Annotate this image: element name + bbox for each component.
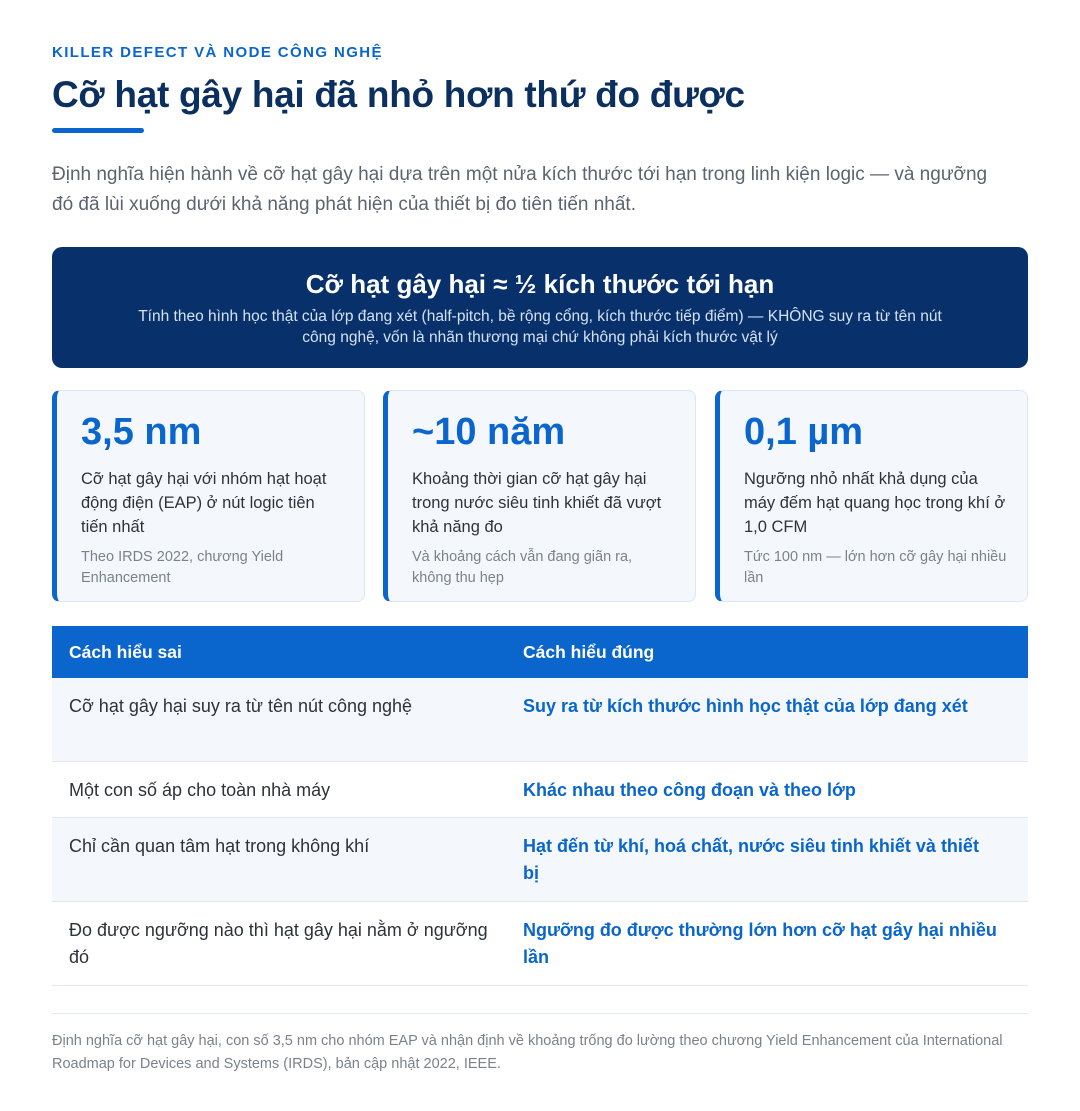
stat-note: Tức 100 nm — lớn hơn cỡ gây hại nhiều lần <box>744 549 1007 586</box>
cell-right: Khác nhau theo công đoạn và theo lớp <box>523 780 856 800</box>
misconception-table <box>52 626 1028 986</box>
cell-right: Suy ra từ kích thước hình học thật của lớp đang xét <box>523 696 968 716</box>
header-wrong: Cách hiểu sai <box>69 641 182 662</box>
stat-value: 3,5 nm <box>81 411 202 453</box>
cell-wrong: Một con số áp cho toàn nhà máy <box>69 780 331 800</box>
stat-card-measurement-gap <box>383 390 696 602</box>
table-row <box>52 902 1028 986</box>
stat-card-counter-threshold <box>715 390 1028 602</box>
table-header <box>52 626 1028 678</box>
stat-note: Và khoảng cách vẫn đang giãn ra, không thu hẹp <box>412 549 633 586</box>
stat-description: Ngưỡng nhỏ nhất khả dụng của máy đếm hạt quang học trong khí ở 1,0 CFM <box>744 470 1006 536</box>
cell-wrong: Cỡ hạt gây hại suy ra từ tên nút công nghệ <box>69 696 413 716</box>
section-kicker: KILLER DEFECT VÀ NODE CÔNG NGHỆ <box>52 44 383 61</box>
header-right: Cách hiểu đúng <box>523 641 655 662</box>
cell-right: Hạt đến từ khí, hoá chất, nước siêu tinh khiết và thiết bị <box>523 836 979 883</box>
cell-right: Ngưỡng đo được thường lớn hơn cỡ hạt gây hại nhiều lần <box>523 920 997 967</box>
stat-value: ~10 năm <box>412 411 566 453</box>
intro-paragraph: Định nghĩa hiện hành về cỡ hạt gây hại dựa trên một nửa kích thước tới hạn trong linh kiện logic — và ngưỡng đó đã lùi xuống dưới khả năng phát hiện của thiết bị đo tiên tiến nhất. <box>52 164 988 215</box>
stat-description: Khoảng thời gian cỡ hạt gây hại trong nước siêu tinh khiết đã vượt khả năng đo <box>412 470 662 536</box>
definition-banner <box>52 247 1028 368</box>
stat-card-killer-size <box>52 390 365 602</box>
stat-value: 0,1 µm <box>744 411 864 453</box>
stat-note: Theo IRDS 2022, chương Yield Enhancement <box>81 549 284 586</box>
page-title: Cỡ hạt gây hại đã nhỏ hơn thứ đo được <box>52 74 745 115</box>
title-underline <box>52 128 144 133</box>
footer-divider <box>52 1013 1028 1014</box>
banner-subtitle: Tính theo hình học thật của lớp đang xét (half-pitch, bề rộng cổng, kích thước tiếp điểm) — KHÔNG suy ra từ tên nút công nghệ, vốn là nhãn thương mại chứ không phải kích thước vật lý <box>138 308 942 346</box>
table-row <box>52 818 1028 902</box>
table-row <box>52 762 1028 818</box>
stat-description: Cỡ hạt gây hại với nhóm hạt hoạt động điện (EAP) ở nút logic tiên tiến nhất <box>81 470 327 536</box>
cell-wrong: Đo được ngưỡng nào thì hạt gây hại nằm ở ngưỡng đó <box>69 920 488 967</box>
stat-cards <box>52 390 1028 602</box>
source-note: Định nghĩa cỡ hạt gây hại, con số 3,5 nm cho nhóm EAP và nhận định về khoảng trống đo lường theo chương Yield Enhancement của International Roadmap for Devices and Systems (IRDS), bản cập nhật 2022, IEEE. <box>52 1033 1003 1072</box>
table-row <box>52 678 1028 762</box>
cell-wrong: Chỉ cần quan tâm hạt trong không khí <box>69 836 370 856</box>
banner-title: Cỡ hạt gây hại ≈ ½ kích thước tới hạn <box>305 269 775 299</box>
